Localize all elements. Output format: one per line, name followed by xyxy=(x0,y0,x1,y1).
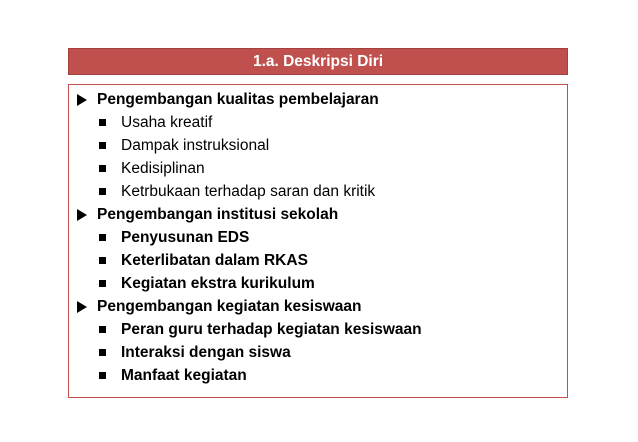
title-bar xyxy=(68,48,568,75)
square-bullet-icon xyxy=(99,257,106,264)
list-item: Peran guru terhadap kegiatan kesiswaan xyxy=(69,318,567,341)
arrow-bullet-icon xyxy=(77,209,87,221)
square-bullet-icon xyxy=(99,234,106,241)
list-item: Ketrbukaan terhadap saran dan kritik xyxy=(69,180,567,203)
square-bullet-icon xyxy=(99,188,106,195)
square-bullet-icon xyxy=(99,280,106,287)
section-heading: Pengembangan kualitas pembelajaran xyxy=(69,88,567,111)
list-item: Usaha kreatif xyxy=(69,111,567,134)
square-bullet-icon xyxy=(99,142,106,149)
list-item: Kedisiplinan xyxy=(69,157,567,180)
square-bullet-icon xyxy=(99,119,106,126)
square-bullet-icon xyxy=(99,372,106,379)
list-item: Dampak instruksional xyxy=(69,134,567,157)
section-heading: Pengembangan institusi sekolah xyxy=(69,203,567,226)
section-heading: Pengembangan kegiatan kesiswaan xyxy=(69,295,567,318)
arrow-bullet-icon xyxy=(77,301,87,313)
square-bullet-icon xyxy=(99,326,106,333)
square-bullet-icon xyxy=(99,349,106,356)
bullet-list xyxy=(69,88,567,387)
slide-title: 1.a. Deskripsi Diri xyxy=(252,52,384,70)
content-box xyxy=(68,84,568,398)
list-item: Keterlibatan dalam RKAS xyxy=(69,249,567,272)
list-item: Interaksi dengan siswa xyxy=(69,341,567,364)
arrow-bullet-icon xyxy=(77,94,87,106)
list-item: Penyusunan EDS xyxy=(69,226,567,249)
list-item: Kegiatan ekstra kurikulum xyxy=(69,272,567,295)
square-bullet-icon xyxy=(99,165,106,172)
list-item: Manfaat kegiatan xyxy=(69,364,567,387)
